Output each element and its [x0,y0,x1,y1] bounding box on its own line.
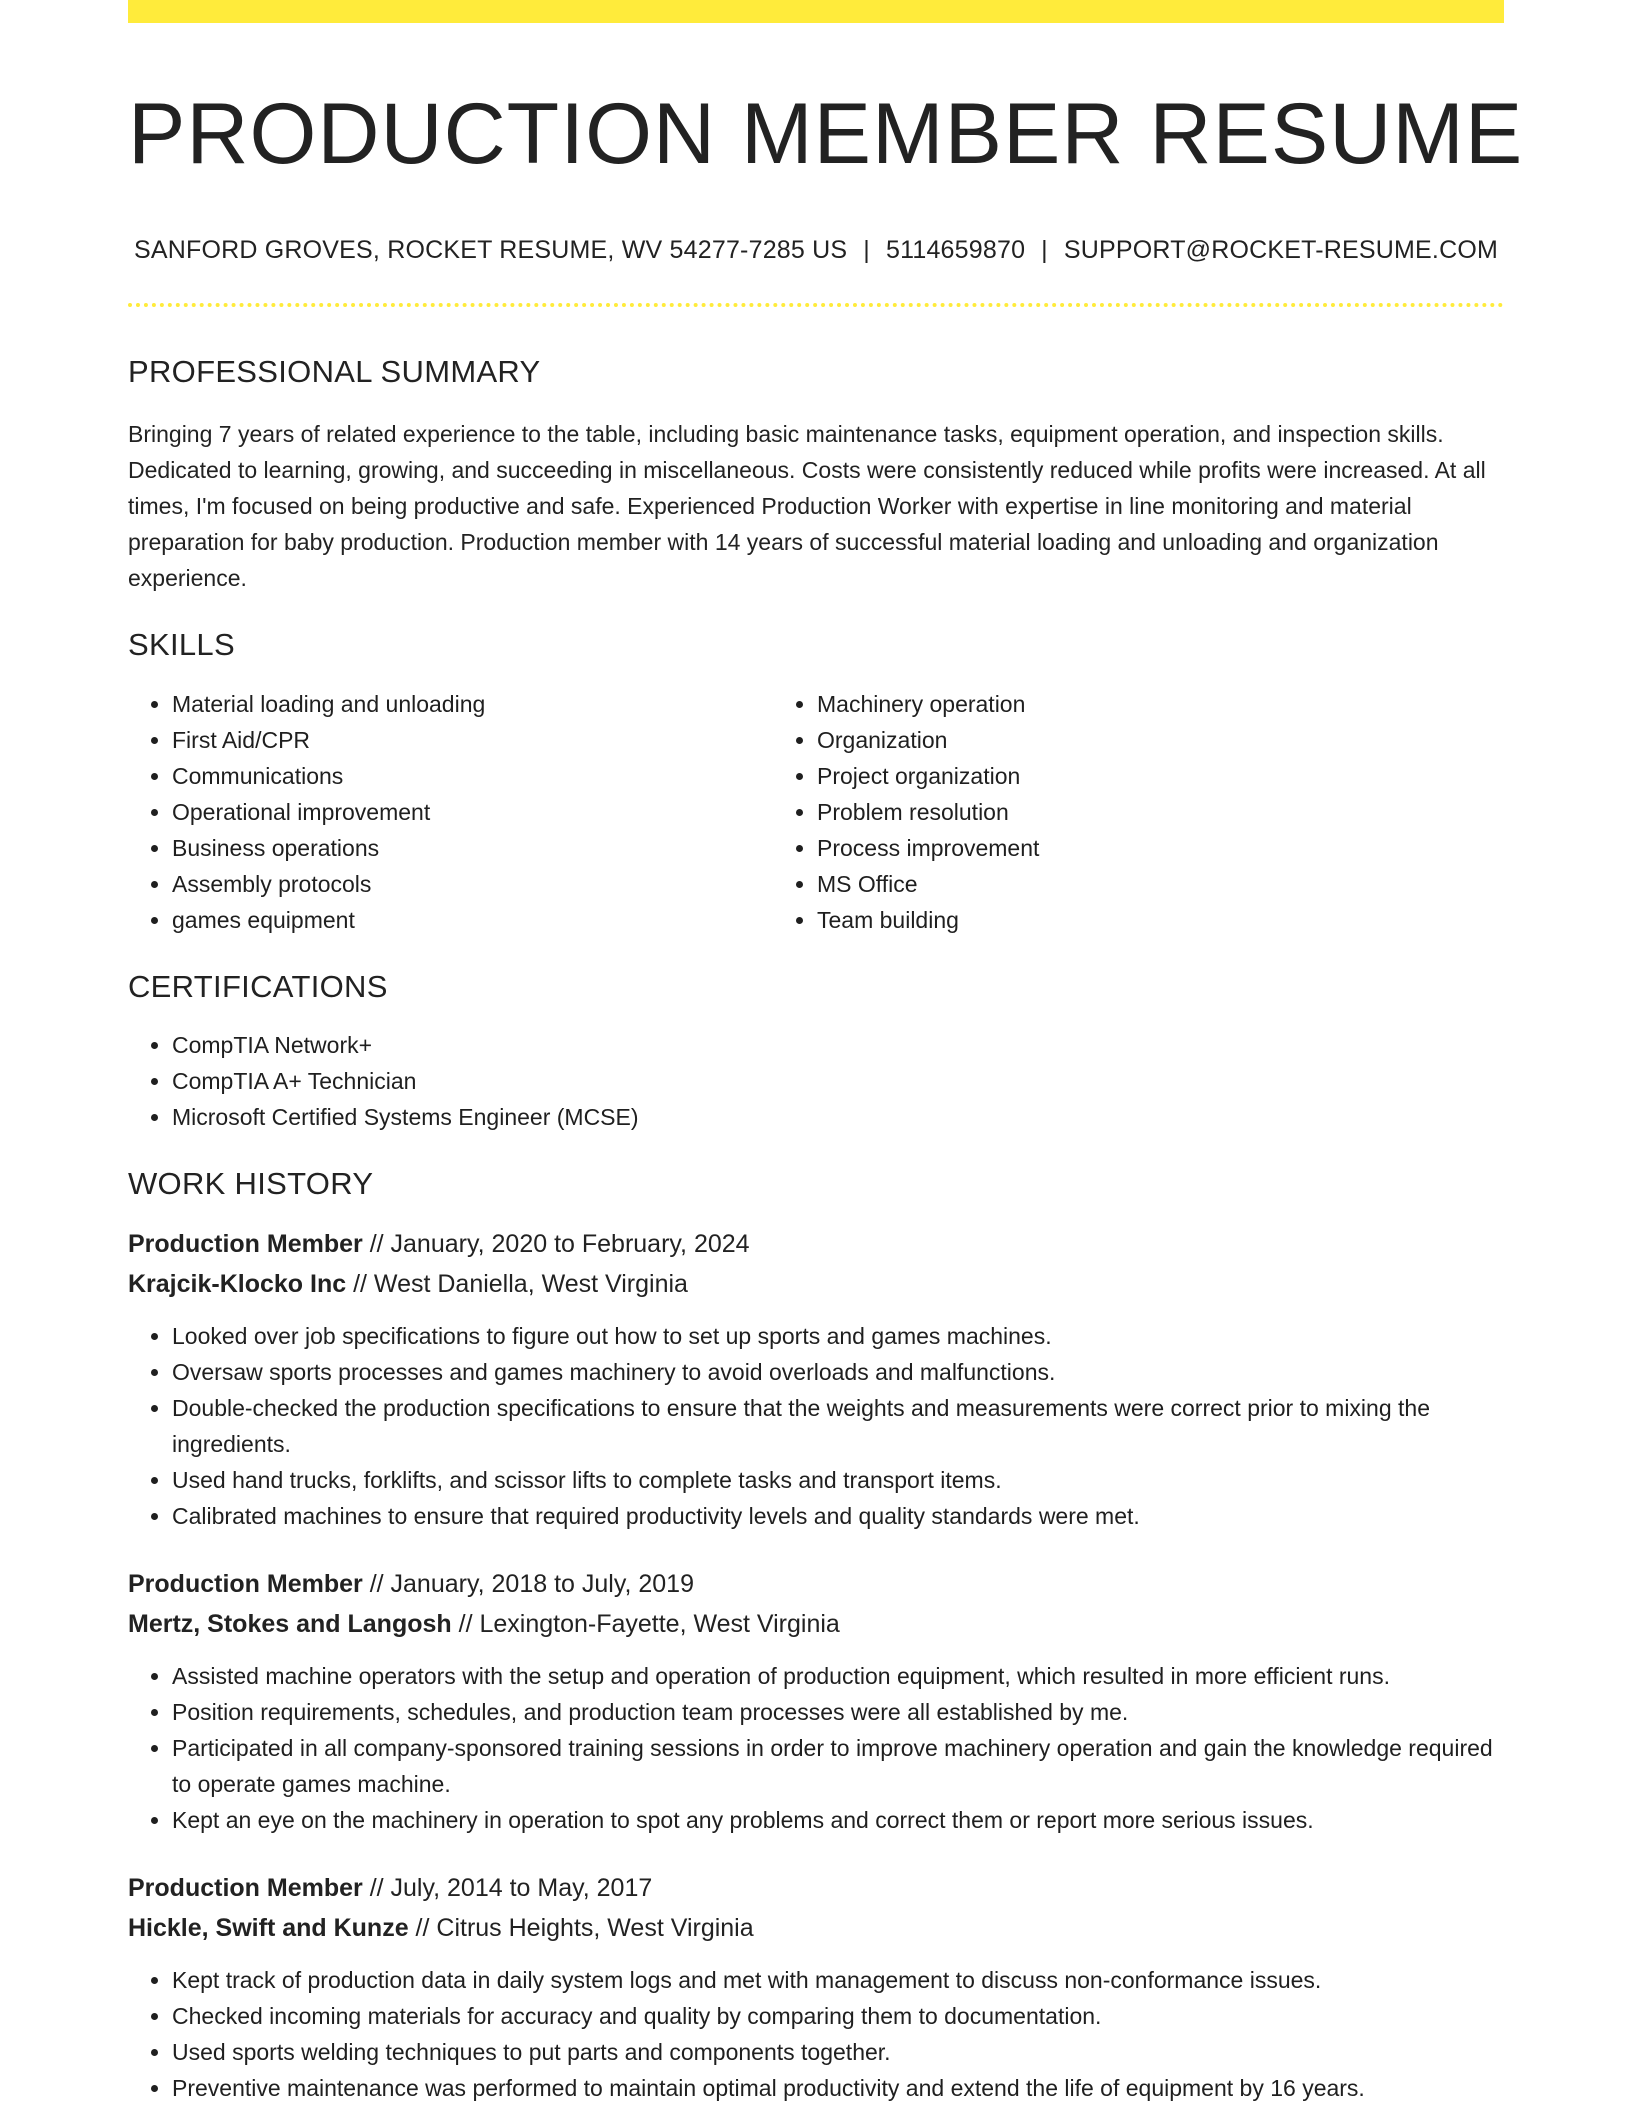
resume-page [128,0,1524,2106]
list-item: • Business operations [172,830,761,866]
list-item: • Double-checked the production specifications to ensure that the weights and measurements were correct prior to mixing the ingredients. [172,1390,1504,1462]
contact-address: SANFORD GROVES, ROCKET RESUME, WV 54277-7285 US [133,236,848,265]
job-entry [128,1868,1504,2106]
contact-email: SUPPORT@ROCKET-RESUME.COM [1063,236,1499,265]
job-bullets [128,1658,1504,1838]
skills-heading: SKILLS [128,627,235,663]
certifications-heading: CERTIFICATIONS [128,968,388,1004]
list-item: • Checked incoming materials for accuracy and quality by comparing them to documentation. [172,1998,1504,2034]
list-item: • MS Office [817,866,1504,902]
list-item: • Microsoft Certified Systems Engineer (MCSE) [172,1099,1504,1135]
job-title-line [128,1224,1504,1264]
contact-separator: | [863,236,870,265]
job-spacer [128,1534,1504,1564]
job-company-line [128,1264,1504,1304]
job-company: Krajcik-Klocko Inc [128,1269,347,1298]
list-item: • Looked over job specifications to figure out how to set up sports and games machines. [172,1318,1504,1354]
job-location: // Lexington-Fayette, West Virginia [451,1609,840,1638]
job-company-line [128,1604,1504,1644]
list-item: • Team building [817,902,1504,938]
list-item: • Preventive maintenance was performed to maintain optimal productivity and extend the life of equipment by 16 years. [172,2070,1504,2106]
list-item: • Oversaw sports processes and games machinery to avoid overloads and malfunctions. [172,1354,1504,1390]
skills-list-left [128,686,761,938]
job-location: // Citrus Heights, West Virginia [408,1913,754,1942]
list-item: • Participated in all company-sponsored training sessions in order to improve machinery operation and gain the knowledge required to operate games machine. [172,1730,1504,1802]
top-accent-bar [128,0,1504,23]
list-item: • Assisted machine operators with the setup and operation of production equipment, which resulted in more efficient runs. [172,1658,1504,1694]
skills-list-right [761,686,1504,938]
job-entry [128,1564,1504,1838]
dotted-divider [128,303,1504,307]
list-item: • First Aid/CPR [172,722,761,758]
list-item: • CompTIA A+ Technician [172,1063,1504,1099]
job-title: Production Member [128,1873,363,1902]
work-history-heading: WORK HISTORY [128,1165,374,1201]
job-company: Mertz, Stokes and Langosh [128,1609,452,1638]
contact-separator: | [1041,236,1048,265]
list-item: • Process improvement [817,830,1504,866]
page-title: PRODUCTION MEMBER RESUME [128,86,1524,182]
list-item: • Assembly protocols [172,866,761,902]
job-title: Production Member [128,1569,363,1598]
list-item: • Operational improvement [172,794,761,830]
contact-line [128,236,1504,265]
certifications-list [128,1027,1504,1135]
job-bullets [128,1318,1504,1534]
list-item: • Problem resolution [817,794,1504,830]
job-company-line [128,1908,1504,1948]
list-item: • CompTIA Network+ [172,1027,1504,1063]
list-item: • Calibrated machines to ensure that required productivity levels and quality standards were met. [172,1498,1504,1534]
list-item: • Project organization [817,758,1504,794]
list-item: • Communications [172,758,761,794]
summary-heading: PROFESSIONAL SUMMARY [128,354,541,390]
job-bullets [128,1962,1504,2106]
list-item: • Organization [817,722,1504,758]
list-item: • games equipment [172,902,761,938]
list-item: • Kept an eye on the machinery in operation to spot any problems and correct them or report more serious issues. [172,1802,1504,1838]
job-company: Hickle, Swift and Kunze [128,1913,409,1942]
job-title-line [128,1564,1504,1604]
contact-phone: 5114659870 [885,236,1026,265]
job-entry [128,1224,1504,1534]
job-location: // West Daniella, West Virginia [346,1269,688,1298]
list-item: • Used sports welding techniques to put parts and components together. [172,2034,1504,2070]
job-dates: // January, 2018 to July, 2019 [362,1569,694,1598]
job-title-line [128,1868,1504,1908]
list-item: • Material loading and unloading [172,686,761,722]
job-title: Production Member [128,1229,363,1258]
job-spacer [128,1838,1504,1868]
summary-text: Bringing 7 years of related experience to the table, including basic maintenance tasks, equipment operation, and inspection skills. Dedicated to learning, growing, and succeeding in miscellaneous. Costs were consistently reduced while profits were increased. At all times, I'm focused on being productive and safe. Experienced Production Worker with expertise in line monitoring and material preparation for baby production. Production member with 14 years of successful material loading and unloading and organization experience. [128,421,1486,592]
job-dates: // July, 2014 to May, 2017 [362,1873,653,1902]
list-item: • Machinery operation [817,686,1504,722]
list-item: • Position requirements, schedules, and production team processes were all established by me. [172,1694,1504,1730]
skills-grid [128,686,1504,938]
list-item: • Kept track of production data in daily system logs and met with management to discuss non-conformance issues. [172,1962,1504,1998]
job-dates: // January, 2020 to February, 2024 [362,1229,750,1258]
list-item: • Used hand trucks, forklifts, and scissor lifts to complete tasks and transport items. [172,1462,1504,1498]
